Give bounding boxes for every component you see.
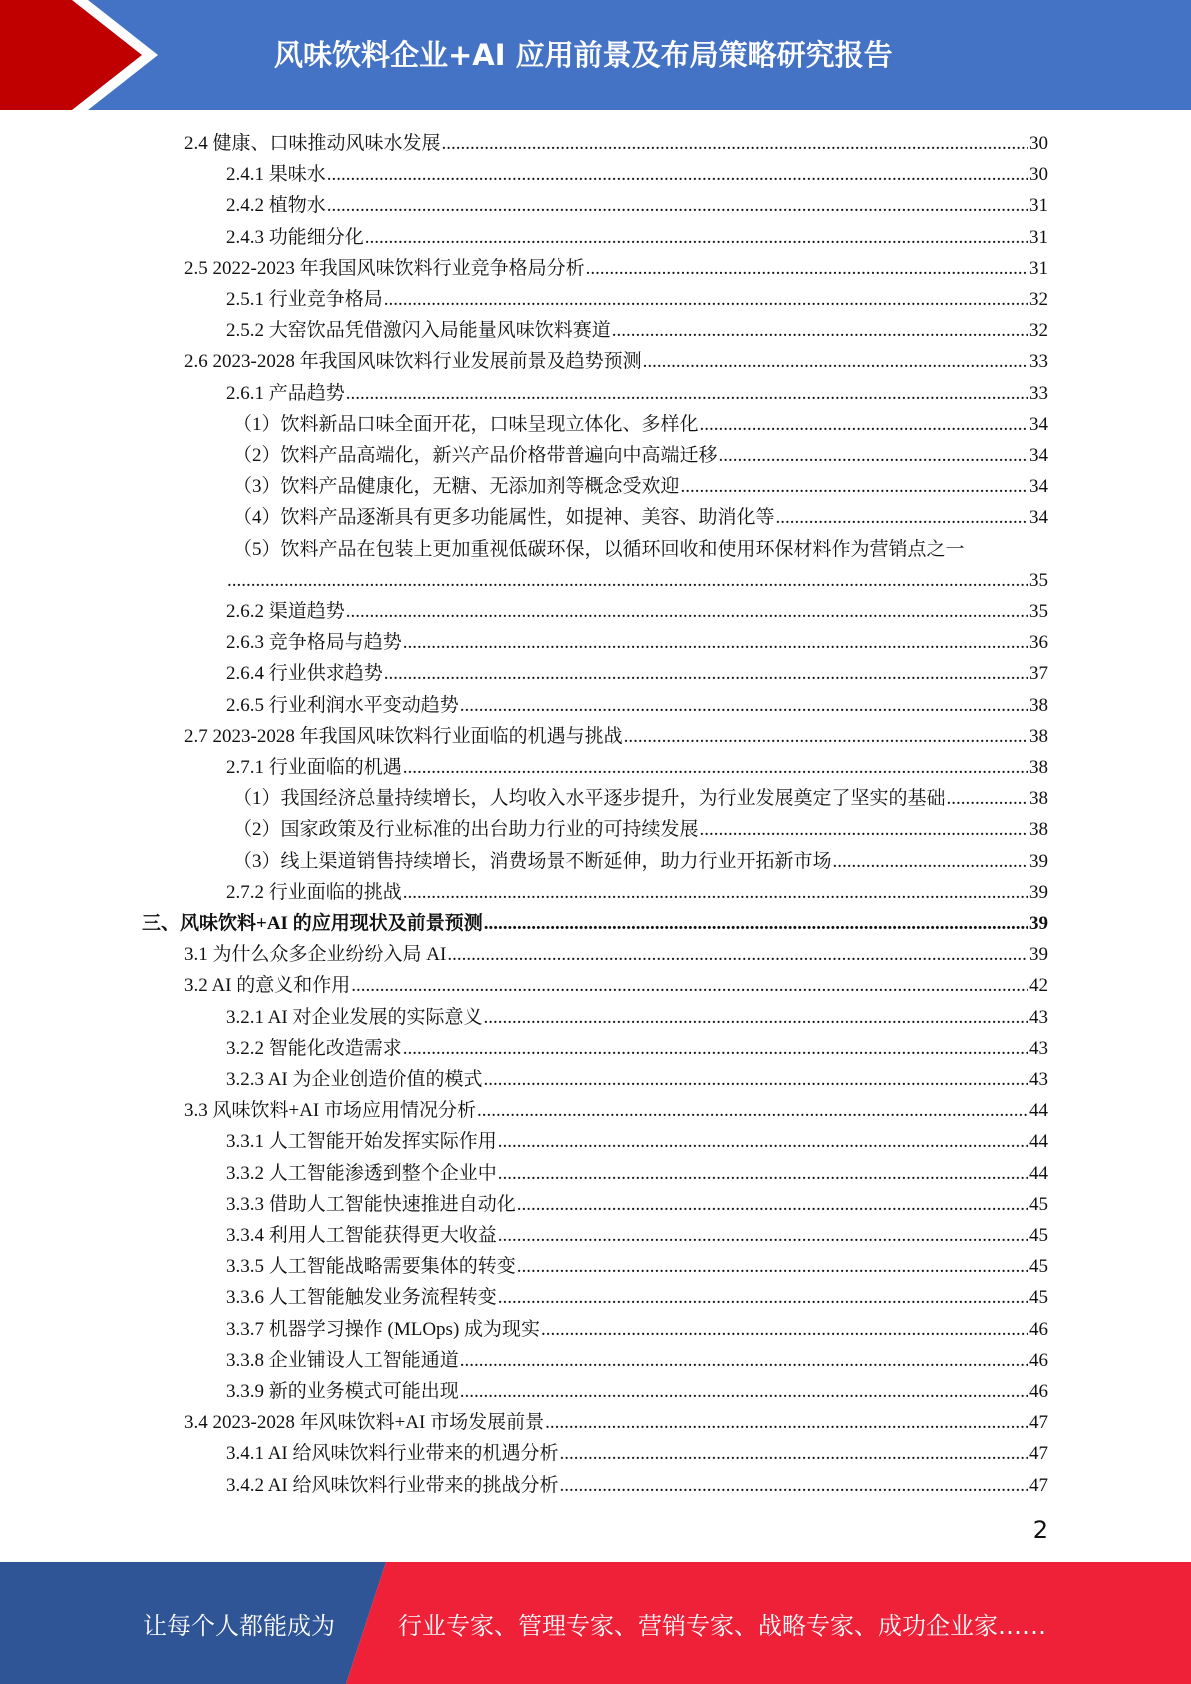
toc-entry[interactable]: [233, 409, 1048, 440]
toc-entry-page: 34: [1029, 476, 1048, 498]
toc-entry[interactable]: [226, 1251, 1048, 1282]
toc-entry-page: 44: [1029, 1100, 1048, 1122]
toc-entry-label: 2.6.4 行业供求趋势: [226, 663, 383, 685]
toc-entry-label: 3.1 为什么众多企业纷纷入局 AI: [184, 944, 447, 966]
toc-dot-leader: [327, 190, 1028, 221]
toc-entry[interactable]: [226, 378, 1048, 409]
toc-dot-leader: [681, 471, 1028, 502]
toc-entry-page: 42: [1029, 975, 1048, 997]
toc-dot-leader: [346, 378, 1028, 409]
toc-entry-page: 45: [1029, 1193, 1048, 1215]
toc-dot-leader: [327, 159, 1028, 190]
toc-entry-label: （2）饮料产品高端化，新兴产品价格带普遍向中高端迁移: [233, 445, 718, 466]
toc-entry-page: 39: [1029, 881, 1048, 903]
toc-dot-leader: [776, 502, 1028, 533]
toc-entry[interactable]: [184, 346, 1048, 377]
toc-dot-leader: [227, 565, 1028, 596]
toc-entry-label: 3.4.1 AI 给风味饮料行业带来的机遇分析: [226, 1443, 559, 1465]
toc-entry-page: 39: [1029, 944, 1048, 966]
toc-entry-label: （4）饮料产品逐渐具有更多功能属性，如提神、美容、助消化等: [233, 507, 775, 529]
toc-entry-page: 46: [1029, 1318, 1048, 1340]
toc-dot-leader: [447, 939, 1028, 970]
header-red-block: [0, 0, 142, 110]
toc-entry-page: 35: [1029, 569, 1048, 591]
toc-entry-page: 31: [1029, 195, 1048, 217]
toc-dot-leader: [484, 1002, 1028, 1033]
toc-entry-label: （1）饮料新品口味全面开花，口味呈现立体化、多样化: [233, 413, 699, 435]
toc-entry-label: 3.3.6 人工智能触发业务流程转变: [226, 1287, 497, 1309]
toc-entry[interactable]: [233, 502, 1048, 533]
toc-entry-label: 2.6.3 竞争格局与趋势: [226, 632, 402, 654]
toc-entry-page: 43: [1029, 1069, 1048, 1090]
toc-entry-page: 47: [1029, 1443, 1048, 1465]
toc-dot-leader: [384, 284, 1028, 315]
toc-entry-label: 3.3.1 人工智能开始发挥实际作用: [226, 1131, 497, 1153]
toc-dot-leader: [947, 783, 1028, 814]
toc-entry-label: 2.5.1 行业竞争格局: [226, 289, 383, 310]
toc-entry[interactable]: [184, 1095, 1048, 1126]
toc-entry-label: 2.5.2 大窑饮品凭借激闪入局能量风味饮料赛道: [226, 320, 611, 342]
toc-entry[interactable]: [226, 222, 1048, 253]
page-footer: [0, 1562, 1191, 1684]
toc-entry-page: 34: [1029, 445, 1048, 466]
toc-entry[interactable]: [226, 1438, 1048, 1469]
toc-entry-page: 35: [1029, 601, 1048, 622]
toc-dot-leader: [560, 1438, 1028, 1469]
toc-dot-leader: [403, 752, 1028, 783]
toc-entry-page: 45: [1029, 1225, 1048, 1246]
toc-entry-page: 36: [1029, 632, 1048, 654]
toc-dot-leader: [442, 128, 1028, 159]
toc-entry-label: 3.2.3 AI 为企业创造价值的模式: [226, 1069, 483, 1090]
toc-entry-label: 2.4.1 果味水: [226, 164, 326, 186]
toc-entry-label: （2）国家政策及行业标准的出台助力行业的可持续发展: [233, 819, 699, 841]
toc-dot-leader: [498, 1282, 1028, 1313]
footer-slogan-right: 行业专家、管理专家、营销专家、战略专家、成功企业家……: [398, 1612, 1046, 1640]
toc-entry-label: 3.3.4 利用人工智能获得更大收益: [226, 1225, 497, 1246]
toc-dot-leader: [612, 315, 1028, 346]
toc-entry[interactable]: [233, 846, 1048, 877]
toc-entry[interactable]: [226, 752, 1048, 783]
toc-entry-label: 2.5 2022-2023 年我国风味饮料行业竞争格局分析: [184, 257, 585, 279]
toc-entry-page: 30: [1029, 164, 1048, 186]
toc-dot-leader: [403, 877, 1028, 908]
toc-entry-page: 46: [1029, 1349, 1048, 1371]
toc-entry-page: 47: [1029, 1412, 1048, 1434]
toc-entry[interactable]: [184, 721, 1048, 752]
toc-entry-page: 43: [1029, 1037, 1048, 1059]
toc-entry[interactable]: [226, 1470, 1048, 1501]
toc-dot-leader: [403, 627, 1028, 658]
toc-dot-leader: [477, 1095, 1028, 1126]
toc-entry-page: 32: [1029, 320, 1048, 342]
toc-entry-label: （1）我国经济总量持续增长，人均收入水平逐步提升，为行业发展奠定了坚实的基础: [233, 788, 946, 810]
toc-entry[interactable]: [226, 159, 1048, 190]
toc-dot-leader: [365, 222, 1028, 253]
toc-entry-label: 3.3.7 机器学习操作 (MLOps) 成为现实: [226, 1318, 541, 1340]
toc-dot-leader: [643, 346, 1028, 377]
toc-entry-page: 38: [1029, 694, 1048, 716]
toc-entry-page: 34: [1029, 507, 1048, 529]
toc-entry[interactable]: [233, 783, 1048, 814]
toc-entry[interactable]: [226, 1126, 1048, 1157]
toc-entry-page: 33: [1029, 382, 1048, 404]
toc-entry-label: 3.3.9 新的业务模式可能出现: [226, 1381, 459, 1402]
toc-entry-label: 3.3.5 人工智能战略需要集体的转变: [226, 1256, 516, 1278]
toc-entry-label: 3.3 风味饮料+AI 市场应用情况分析: [184, 1100, 477, 1122]
toc-entry-label: 3.4 2023-2028 年风味饮料+AI 市场发展前景: [184, 1412, 545, 1434]
toc-entry[interactable]: [233, 440, 1048, 471]
page-number: 2: [1032, 1516, 1048, 1544]
toc-entry-page: 30: [1029, 133, 1048, 154]
toc-entry[interactable]: [226, 565, 1048, 596]
toc-entry-label: （3）饮料产品健康化，无糖、无添加剂等概念受欢迎: [233, 476, 680, 498]
toc-entry-page: 39: [1029, 850, 1048, 872]
toc-dot-leader: [700, 409, 1028, 440]
toc-entry-page: 43: [1029, 1006, 1048, 1028]
toc-entry-label: 2.4.3 功能细分化: [226, 226, 364, 248]
toc-entry[interactable]: [226, 1282, 1048, 1313]
toc-entry-page: 38: [1029, 725, 1048, 747]
toc-dot-leader: [517, 1251, 1028, 1282]
toc-entry[interactable]: [226, 877, 1048, 908]
page-header: [0, 0, 1191, 110]
toc-entry[interactable]: [226, 596, 1048, 627]
toc-entry[interactable]: [226, 1158, 1048, 1189]
toc-entry-label: 3.3.8 企业铺设人工智能通道: [226, 1349, 459, 1371]
toc-entry[interactable]: [226, 627, 1048, 658]
toc-entry-label: 三、风味饮料+AI 的应用现状及前景预测: [142, 913, 483, 934]
toc-entry-label: 3.2.2 智能化改造需求: [226, 1037, 402, 1059]
toc-entry[interactable]: [184, 939, 1048, 970]
toc-entry[interactable]: [233, 534, 1048, 565]
toc-entry[interactable]: [226, 190, 1048, 221]
toc-entry-label: 2.6.1 产品趋势: [226, 382, 345, 404]
toc-dot-leader: [541, 1314, 1028, 1345]
toc-dot-leader: [484, 1064, 1028, 1095]
toc-entry[interactable]: [184, 253, 1048, 284]
toc-entry[interactable]: [184, 128, 1048, 159]
toc-dot-leader: [460, 690, 1028, 721]
toc-entry-page: 31: [1029, 257, 1048, 279]
toc-entry-page: 39: [1029, 913, 1048, 934]
toc-entry[interactable]: [226, 1345, 1048, 1376]
toc-entry-label: 2.7.2 行业面临的挑战: [226, 881, 402, 903]
toc-dot-leader: [498, 1220, 1028, 1251]
toc-entry-page: 47: [1029, 1474, 1048, 1496]
toc-entry-page: 44: [1029, 1162, 1048, 1184]
toc-entry-page: 33: [1029, 351, 1048, 373]
toc-entry[interactable]: [226, 1064, 1048, 1095]
toc-dot-leader: [460, 1376, 1028, 1407]
toc-entry[interactable]: [226, 690, 1048, 721]
toc-entry[interactable]: [226, 1033, 1048, 1064]
toc-entry-label: 3.3.3 借助人工智能快速推进自动化: [226, 1193, 516, 1215]
toc-entry[interactable]: [233, 814, 1048, 845]
toc-entry[interactable]: [233, 471, 1048, 502]
toc-entry[interactable]: [226, 1220, 1048, 1251]
toc-entry-page: 38: [1029, 819, 1048, 841]
toc-dot-leader: [624, 721, 1028, 752]
toc-entry[interactable]: [226, 1314, 1048, 1345]
toc-entry-label: 3.2.1 AI 对企业发展的实际意义: [226, 1006, 483, 1028]
toc-entry-page: 37: [1029, 663, 1048, 685]
toc-entry-label: 2.6.2 渠道趋势: [226, 601, 345, 622]
toc-entry-label: 3.3.2 人工智能渗透到整个企业中: [226, 1162, 497, 1184]
toc-entry-label: 2.6 2023-2028 年我国风味饮料行业发展前景及趋势预测: [184, 351, 642, 373]
toc-dot-leader: [586, 253, 1028, 284]
toc-entry-page: 38: [1029, 788, 1048, 810]
toc-entry-label: 2.7 2023-2028 年我国风味饮料行业面临的机遇与挑战: [184, 725, 623, 747]
toc-dot-leader: [498, 1158, 1028, 1189]
toc-entry-label: 3.2 AI 的意义和作用: [184, 975, 351, 997]
toc-entry-label: （3）线上渠道销售持续增长，消费场景不断延伸，助力行业开拓新市场: [233, 850, 832, 872]
toc-entry[interactable]: [226, 1189, 1048, 1220]
toc-dot-leader: [498, 1126, 1028, 1157]
toc-entry-label: 2.4 健康、口味推动风味水发展: [184, 133, 441, 154]
footer-slogan-left: 让每个人都能成为: [143, 1612, 335, 1640]
toc-dot-leader: [484, 908, 1028, 939]
toc-dot-leader: [545, 1407, 1028, 1438]
toc-entry[interactable]: [226, 658, 1048, 689]
toc-dot-leader: [560, 1470, 1028, 1501]
toc-entry-page: 38: [1029, 757, 1048, 778]
toc-entry-label: 2.6.5 行业利润水平变动趋势: [226, 694, 459, 716]
toc-dot-leader: [460, 1345, 1028, 1376]
toc-entry[interactable]: [184, 1407, 1048, 1438]
toc-entry-page: 45: [1029, 1256, 1048, 1278]
toc-entry-page: 34: [1029, 413, 1048, 435]
toc-entry[interactable]: [226, 1002, 1048, 1033]
toc-dot-leader: [384, 658, 1028, 689]
report-title: 风味饮料企业+AI 应用前景及布局策略研究报告: [274, 38, 893, 72]
toc-entry-page: 31: [1029, 226, 1048, 248]
toc-entry-page: 32: [1029, 289, 1048, 310]
toc-entry-page: 46: [1029, 1381, 1048, 1402]
toc-entry[interactable]: [226, 284, 1048, 315]
toc-entry-label: 2.4.2 植物水: [226, 195, 326, 217]
toc-dot-leader: [719, 440, 1028, 471]
toc-dot-leader: [346, 596, 1028, 627]
toc-entry[interactable]: [226, 315, 1048, 346]
toc-entry[interactable]: [184, 970, 1048, 1001]
toc-entry-label: 2.7.1 行业面临的机遇: [226, 757, 402, 778]
toc-entry-label: （5）饮料产品在包装上更加重视低碳环保，以循环回收和使用环保材料作为营销点之一: [233, 538, 965, 560]
toc-entry[interactable]: [226, 1376, 1048, 1407]
toc-entry-page: 45: [1029, 1287, 1048, 1309]
toc-entry[interactable]: [142, 908, 1048, 939]
toc-dot-leader: [700, 814, 1028, 845]
toc-entry-page: 44: [1029, 1131, 1048, 1153]
toc-dot-leader: [351, 970, 1028, 1001]
toc-entry-label: 3.4.2 AI 给风味饮料行业带来的挑战分析: [226, 1474, 559, 1496]
toc-dot-leader: [833, 846, 1028, 877]
toc-dot-leader: [517, 1189, 1028, 1220]
toc-dot-leader: [403, 1033, 1028, 1064]
